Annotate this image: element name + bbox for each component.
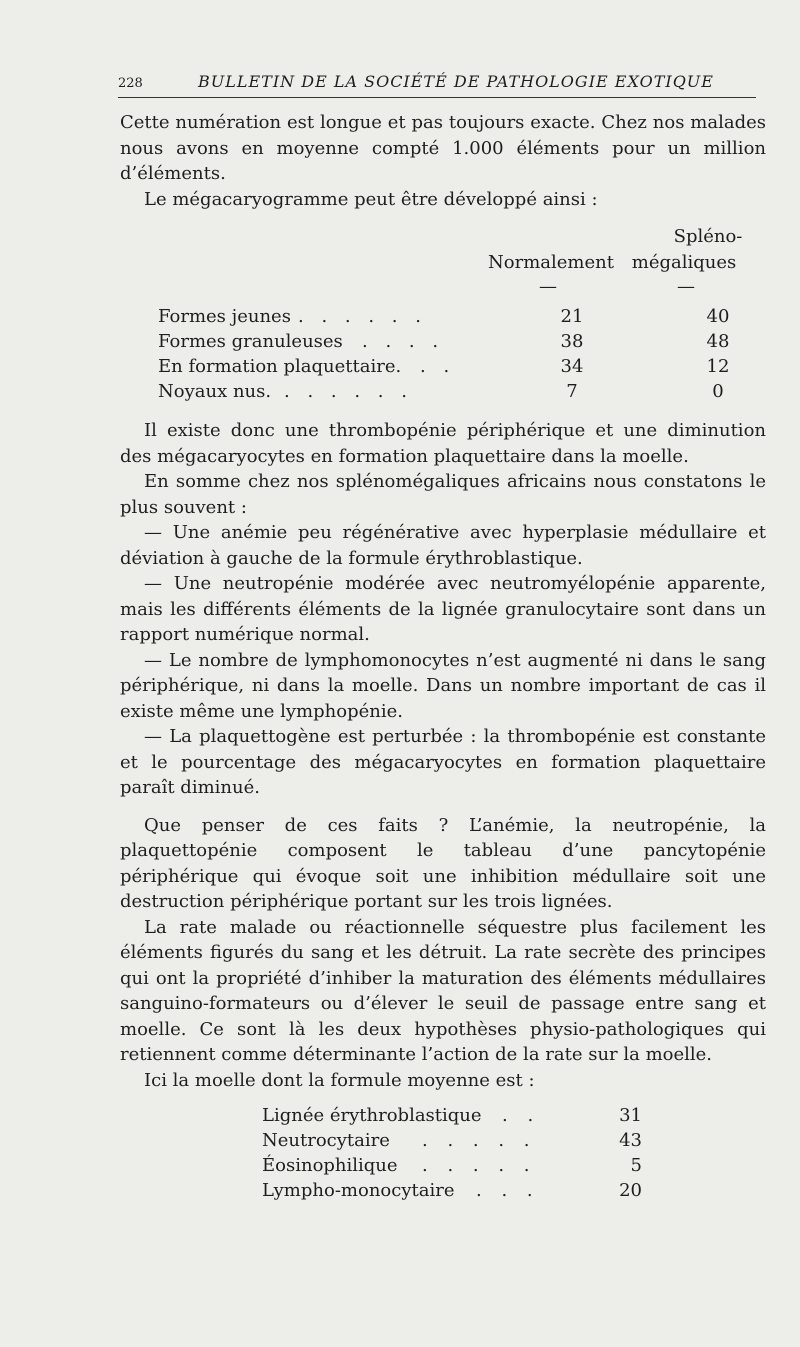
row-label: Éosinophilique	[262, 1155, 398, 1176]
paragraph: Cette numération est longue et pas toujours exacte. Chez nos malades nous avons en moyenne compté 1.000 éléments pour un million d’éléments.	[120, 112, 766, 184]
leader-dots: . . . . .	[422, 1130, 537, 1151]
value-spleno: 12	[706, 356, 730, 377]
value-spleno: 48	[706, 331, 730, 352]
paragraph: Ici la moelle dont la formule moyenne est :	[144, 1069, 535, 1091]
leader-dots: . .	[420, 356, 456, 377]
paragraph: Il existe donc une thrombopénie périphérique et une diminution des mégacaryocytes en formation plaquettaire dans la moelle.	[120, 420, 766, 467]
row-label: Noyaux nus.	[158, 381, 272, 402]
col-dash: —	[677, 276, 695, 297]
list-item: — Une anémie peu régénérative avec hyperplasie médullaire et déviation à gauche de la formule érythroblastique.	[120, 522, 766, 569]
table-row	[158, 304, 766, 330]
table-row	[262, 1128, 642, 1154]
row-label: Lignée érythroblastique	[262, 1105, 482, 1126]
row-label: Formes granuleuses	[158, 331, 343, 352]
col-header-normal: Normalement	[488, 252, 614, 273]
row-label: En formation plaquettaire.	[158, 356, 402, 377]
table-row	[158, 354, 766, 380]
table-row	[158, 329, 766, 355]
list-item: — Le nombre de lymphomonocytes n’est augmenté ni dans le sang périphérique, ni dans la moelle. Dans un nombre important de cas il existe même une lymphopénie.	[120, 649, 766, 722]
value-normal: 34	[560, 356, 584, 377]
value-normal: 38	[560, 331, 584, 352]
table-row	[262, 1178, 642, 1204]
running-header	[118, 72, 758, 96]
row-value: 43	[619, 1130, 642, 1151]
header-rule	[118, 97, 756, 98]
col-header-spleno-1: Spléno-	[673, 226, 743, 247]
row-value: 31	[619, 1105, 642, 1126]
page-number: 228	[118, 76, 143, 91]
marrow-formula-table	[120, 1103, 766, 1211]
paragraph: En somme chez nos splénomégaliques africains nous constatons le plus souvent :	[120, 471, 766, 518]
leader-dots: . . .	[476, 1180, 540, 1201]
table-row	[158, 379, 766, 405]
leader-dots: . . . . .	[422, 1155, 537, 1176]
row-label: Lympho-monocytaire	[262, 1180, 455, 1201]
leader-dots: . . . . . .	[298, 306, 427, 327]
value-normal: 21	[560, 306, 584, 327]
value-normal: 7	[566, 381, 578, 402]
leader-dots: . . . .	[362, 331, 445, 352]
col-header-spleno-2: mégaliques	[631, 252, 737, 273]
table-row	[262, 1153, 642, 1179]
value-spleno: 0	[712, 381, 724, 402]
row-label: Formes jeunes	[158, 306, 291, 327]
leader-dots: . .	[502, 1105, 541, 1126]
paragraph: Le mégacaryogramme peut être développé ainsi :	[144, 188, 598, 210]
journal-title: BULLETIN DE LA SOCIÉTÉ DE PATHOLOGIE EXOTIQUE	[198, 72, 714, 91]
megacaryogram-table	[120, 216, 766, 406]
list-item: — La plaquettogène est perturbée : la thrombopénie est constante et le pourcentage des mégacaryocytes en formation plaquettaire paraît diminué.	[120, 726, 766, 798]
row-label: Neutrocytaire	[262, 1130, 390, 1151]
page-body	[120, 110, 766, 1211]
list-item: — Une neutropénie modérée avec neutromyélopénie apparente, mais les différents éléments de la lignée granulocytaire sont dans un rapport numérique normal.	[120, 573, 766, 645]
value-spleno: 40	[706, 306, 730, 327]
col-dash: —	[539, 276, 557, 297]
row-value: 20	[619, 1180, 642, 1201]
paragraph: Que penser de ces faits ? L’anémie, la neutropénie, la plaquettopénie composent le tableau d’une pancytopénie périphérique qui évoque soit une inhibition médullaire soit une destruction périphérique portant sur les trois lignées.	[120, 814, 766, 912]
paragraph: La rate malade ou réactionnelle séquestre plus facilement les éléments figurés du sang et les détruit. La rate secrète des principes qui ont la propriété d’inhiber la maturation des éléments médullaires sanguino-formateurs ou d’élever le seuil de passage entre sang et moelle. Ce sont là les deux hypothèses physio-pathologiques qui retiennent comme déterminante l’action de la rate sur la moelle.	[120, 916, 766, 1065]
leader-dots: . . . . . .	[284, 381, 413, 402]
row-value: 5	[630, 1155, 642, 1176]
table-row	[262, 1103, 642, 1129]
